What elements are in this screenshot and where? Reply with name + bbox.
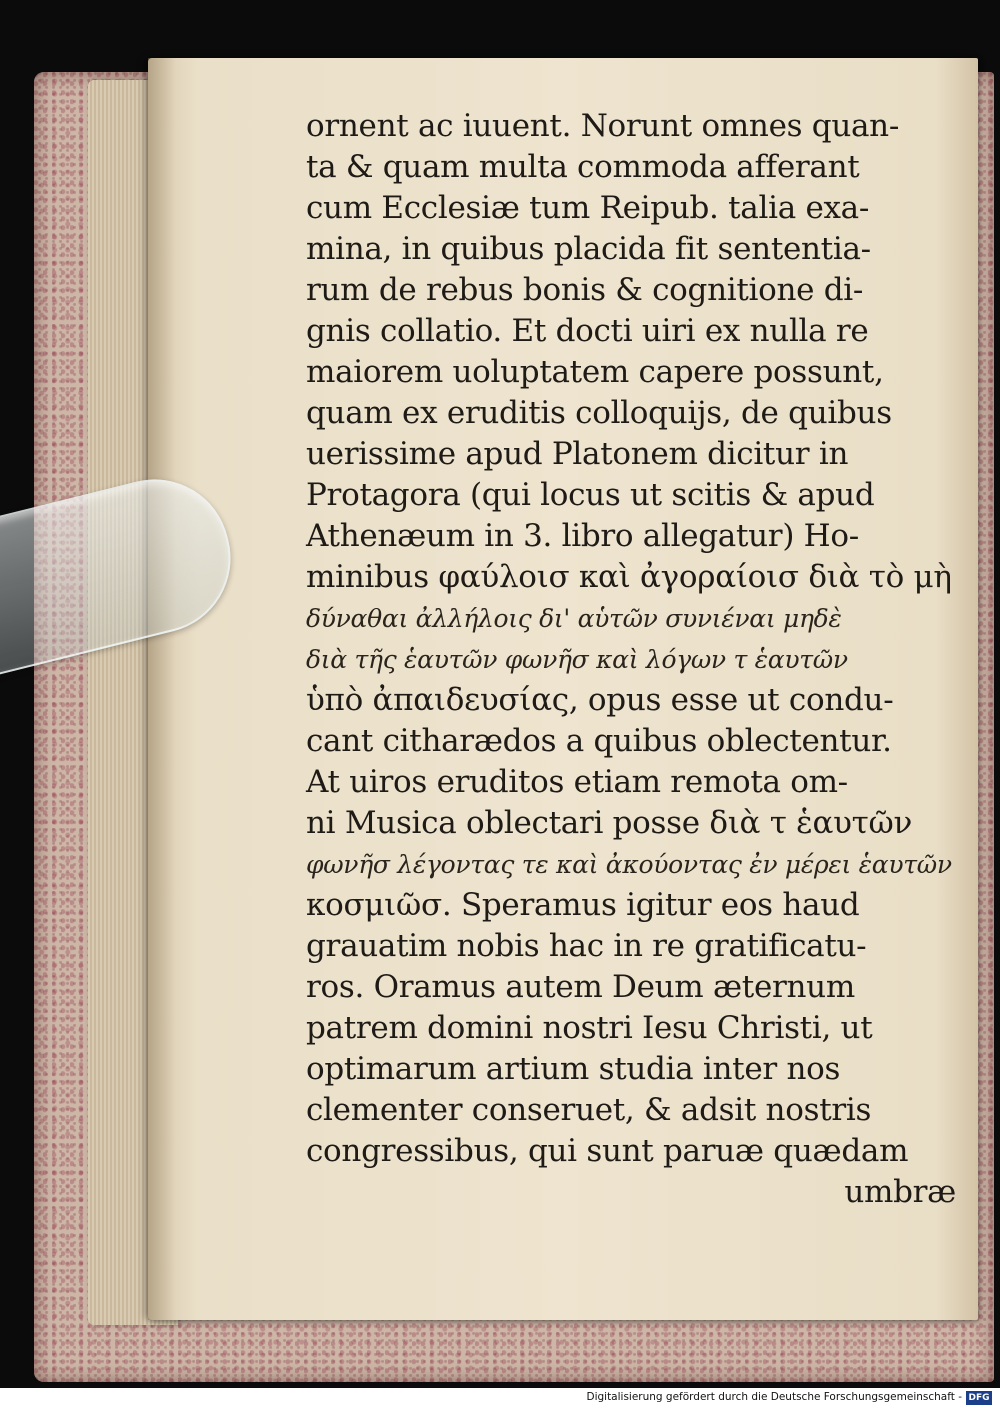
text-line: congressibus, qui sunt paruæ quædam: [306, 1133, 909, 1169]
text-line: quam ex eruditis colloquijs, de quibus: [306, 395, 892, 431]
text-line: minibus φαύλοισ καὶ ἀγοραίοισ διὰ τὸ μὴ: [306, 559, 952, 595]
book-page: [148, 58, 978, 1320]
text-line: rum de rebus bonis & cognitione di-: [306, 272, 864, 308]
text-line: At uiros eruditos etiam remota om-: [306, 764, 848, 800]
text-line: optimarum artium studia inter nos: [306, 1051, 841, 1087]
dfg-logo: DFG: [966, 1391, 992, 1405]
text-line: ὑπὸ ἀπαιδευσίας, opus esse ut condu-: [306, 682, 894, 718]
text-line: cum Ecclesiæ tum Reipub. talia exa-: [306, 190, 870, 226]
text-line: ornent ac iuuent. Norunt omnes quan-: [306, 108, 900, 144]
text-line: mina, in quibus placida fit sententia-: [306, 231, 871, 267]
text-line: κοσμιῶσ. Speramus igitur eos haud: [306, 887, 860, 923]
greek-line: φωνῆσ λέγοντας τε καὶ ἀκούοντας ἐν μέρει ἑαυτῶν: [306, 850, 952, 879]
greek-line: δύναθαι ἀλλήλοις δι' αὑτῶν συνιέναι μηδὲ: [306, 604, 842, 633]
text-line: cant citharædos a quibus oblectentur.: [306, 723, 892, 759]
text-block: [306, 106, 956, 1213]
text-line: Protagora (qui locus ut scitis & apud: [306, 477, 875, 513]
funding-credit: Digitalisierung gefördert durch die Deutsche Forschungsgemeinschaft -: [586, 1391, 962, 1403]
text-line: gnis collatio. Et docti uiri ex nulla re: [306, 313, 869, 349]
text-line: ta & quam multa commoda afferant: [306, 149, 860, 185]
text-line: maiorem uoluptatem capere possunt,: [306, 354, 884, 390]
text-line: ni Musica oblectari posse διὰ τ ἑαυτῶν: [306, 805, 913, 841]
text-line: uerissime apud Platonem dicitur in: [306, 436, 849, 472]
text-line: Athenæum in 3. libro allegatur) Ho-: [306, 518, 859, 554]
text-line: ros. Oramus autem Deum æternum: [306, 969, 855, 1005]
greek-line: διὰ τῆς ἑαυτῶν φωνῆσ καὶ λόγων τ ἑαυτῶν: [306, 645, 848, 674]
text-line: grauatim nobis hac in re gratificatu-: [306, 928, 867, 964]
text-line: patrem domini nostri Iesu Christi, ut: [306, 1010, 873, 1046]
catchword: umbræ: [844, 1174, 956, 1210]
text-line: clementer conseruet, & adsit nostris: [306, 1092, 872, 1128]
